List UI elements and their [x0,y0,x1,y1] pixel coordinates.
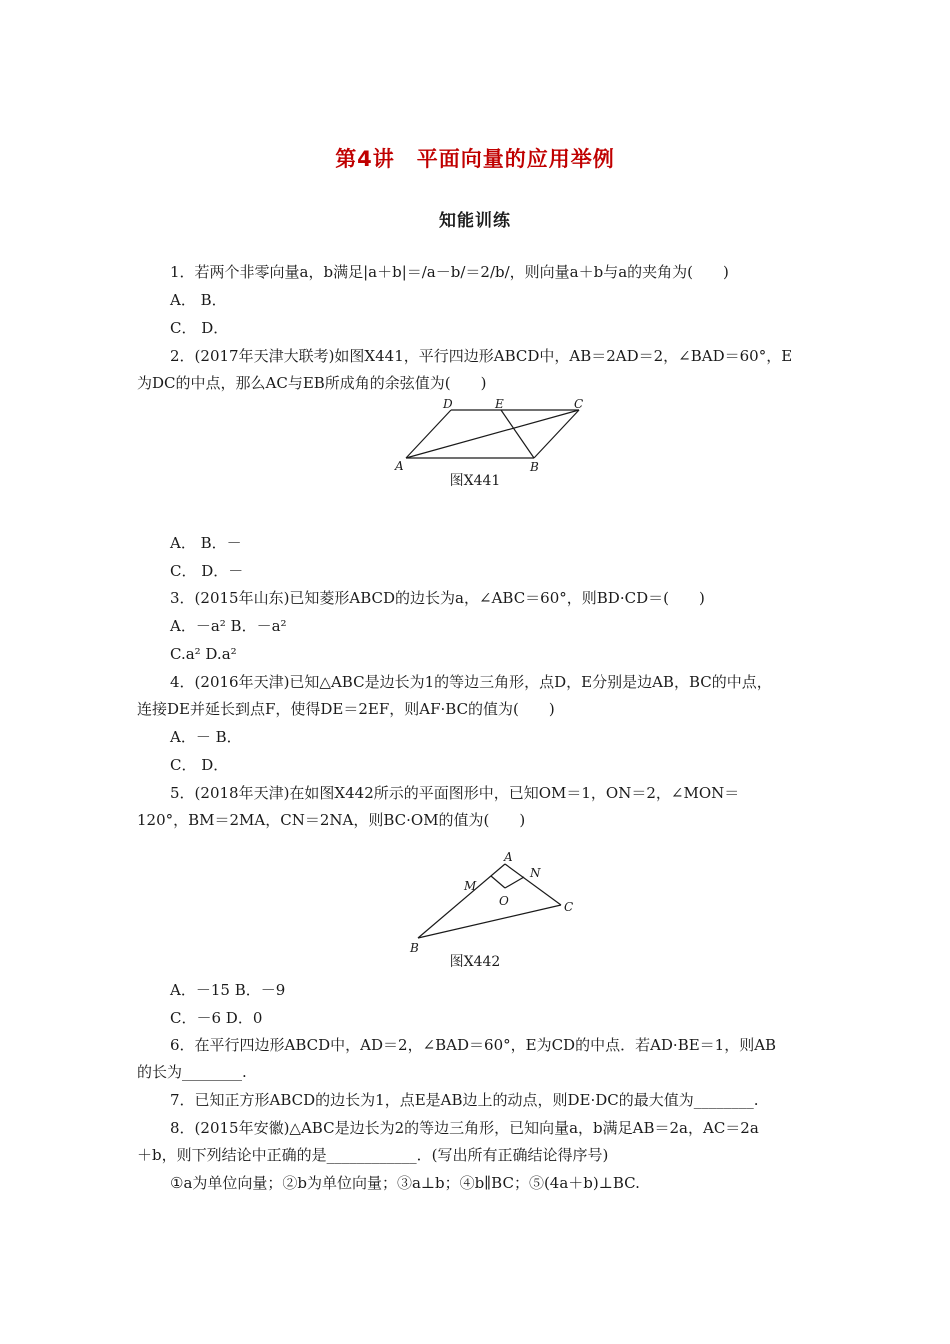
fig2-label-m: M [464,879,477,893]
problem-4-options-ab: A．－ B． [170,728,242,746]
problem-1-options-ab: A． B． [170,291,227,309]
fig1-label-c: C [574,397,584,411]
page-title: 第4讲 平面向量的应用举例 [335,147,615,171]
fig2-label-n: N [530,866,541,880]
fig2-label-c: C [564,900,574,914]
problem-4-options-cd: C． D． [170,756,229,774]
fig1-label-b: B [530,460,539,474]
problem-5-options-ab: A．－15 B．－9 [170,981,286,999]
section-badge-wrap [0,204,950,235]
problem-8-text-cont: ＋b，则下列结论中正确的是____________．(写出所有正确结论得序号) [137,1146,609,1164]
problem-4-text: 4．(2016年天津)已知△ABC是边长为1的等边三角形，点D，E分别是边AB，BC的中点， [170,673,772,691]
section-badge: 知能训练 [429,204,521,235]
problem-6-text: 6．在平行四边形ABCD中，AD＝2，∠BAD＝60°，E为CD的中点．若AD·BE＝1，则AB [170,1036,777,1054]
problem-4-text-cont: 连接DE并延长到点F，使得DE＝2EF，则AF·BC的值为( ) [137,700,555,718]
fig2-label-o: O [499,894,509,908]
figure-x441 [392,396,592,476]
problem-5-options-cd: C．－6 D．0 [170,1009,263,1027]
fig1-seg-eb [501,410,534,458]
problem-2-options-ab: A． B．－ [170,534,242,552]
problem-6-text-cont: 的长为________. [137,1063,247,1081]
problem-2-text-cont: 为DC的中点，那么AC与EB所成角的余弦值为( ) [137,374,487,392]
fig1-label-a: A [395,459,404,473]
fig2-edge-ba [418,864,505,938]
problem-2-text: 2．(2017年天津大联考)如图X441，平行四边形ABCD中，AB＝2AD＝2，∠BAD＝60°，E [170,347,793,365]
problem-5-text-cont: 120°，BM＝2MA，CN＝2NA，则BC·OM的值为( ) [137,811,526,829]
problem-3-options-cd: C.a² D.a² [170,645,237,663]
problem-3-text: 3．(2015年山东)已知菱形ABCD的边长为a，∠ABC＝60°，则BD·CD＝( ) [170,589,705,607]
problem-8-text: 8．(2015年安徽)△ABC是边长为2的等边三角形，已知向量a，b满足AB＝2a，AC＝2a [170,1119,759,1137]
problem-8-statements: ①a为单位向量；②b为单位向量；③a⊥b；④b∥BC；⑤(4a＋b)⊥BC. [170,1174,640,1192]
fig2-seg-on [505,877,524,888]
fig2-label-b: B [410,941,419,955]
figure-x441-caption: 图X441 [449,473,501,489]
figure-x442-caption: 图X442 [449,954,501,970]
fig2-label-a: A [504,850,513,864]
fig2-seg-mo [491,876,505,888]
problem-2-options-cd: C． D．－ [170,562,244,580]
fig2-edge-bc [418,905,561,938]
problem-1-text: 1．若两个非零向量a，b满足|a＋b|＝/a－b/＝2/b/，则向量a＋b与a的夹角为( ) [170,263,729,281]
fig1-edge-bc [534,410,579,458]
fig1-edge-da [406,410,451,458]
problem-3-options-ab: A．－a² B．－a² [170,617,287,635]
problem-5-text: 5．(2018年天津)在如图X442所示的平面图形中，已知OM＝1，ON＝2，∠MON＝ [170,784,740,802]
figure-x442 [404,848,584,958]
problem-1-options-cd: C． D． [170,319,229,337]
fig1-label-e: E [495,397,504,411]
fig1-label-d: D [443,397,453,411]
problem-7-text: 7．已知正方形ABCD的边长为1，点E是AB边上的动点，则DE·DC的最大值为________. [170,1091,759,1109]
fig1-diag-ac [406,410,579,458]
